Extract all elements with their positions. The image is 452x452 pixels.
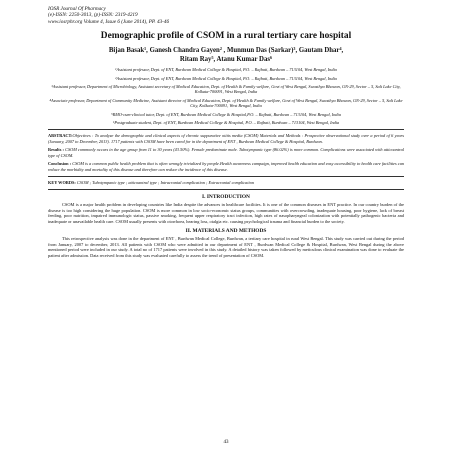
abstract-results: [48, 147, 404, 158]
keywords-label: KEY WORDS:: [48, 179, 76, 185]
affiliation-4: ⁴Associate professor, Department of Community Medicine, Assistant director of Medical Education, Dept. of Health & Family welfare, Govt of West Bengal, Swasthya Bhawan, GN-29, Sector – 5, Salt Lake City, Kolkata-700091, West Bengal, India: [49, 97, 403, 109]
journal-name: IOSR Journal Of Pharmacy: [48, 6, 106, 12]
keywords: [48, 180, 404, 185]
journal-header: [48, 6, 404, 25]
keywords-bottom-rule: [48, 189, 404, 190]
abstract-top-rule: [48, 129, 404, 130]
keywords-text: CSOM ; Tubotympanic type ; atticoantral type ; Intracranial complication ; Extracranial complication: [76, 179, 255, 185]
abstract-objectives: [48, 133, 404, 144]
author-line-1: Bijan Basak¹, Ganesh Chandra Gayen² , Munmun Das (Sarkar)³, Gautam Dhar⁴,: [108, 47, 344, 55]
affiliation-1: ¹Assistant professor, Dept. of ENT, Burdwan Medical College & Hospital, P.O. – Rajbati, Burdwan – 713104, West Bengal, India: [115, 67, 337, 73]
author-list: [48, 46, 404, 64]
section-heading-introduction: I. INTRODUCTION: [202, 194, 250, 201]
section-heading-methods: II. MATERIALS AND METHODS: [185, 228, 267, 235]
affiliations: [48, 67, 404, 125]
abstract: [48, 133, 404, 171]
affiliation-3: ³Assistant professor, Department of Microbiology, Assistant secretary of Medical Education, Dept. of Health & Family welfare, Govt of West Bengal, Swasthya Bhawan, GN-29, Sector – 5, Salt Lake City, Kolkata-700091, West Bengal, India: [51, 84, 401, 95]
keywords-rule: [48, 176, 404, 177]
journal-volume: www.iosrphr.org Volume 4, Issue 6 (June 2014), PP. 43-46: [48, 18, 170, 25]
abstract-results-text: CSOM commonly occurs in the age group from 11 to 30 years (43.50%). Female predominate male. Tubotympanic type (86.02%) is more common. Complications were associated with atticoantral type of CSOM.: [48, 147, 404, 158]
page-number: 43: [223, 440, 229, 445]
journal-issn: (e)-ISSN: 2250-3013, (p)-ISSN: 2319-4219: [48, 12, 138, 19]
author-line-2: Ritam Ray⁵, Atanu Kumar Das⁶: [179, 56, 273, 64]
abstract-conclusion-text: CSOM is a common public health problem that is often wrongly trivialized by people.Health awareness campaign, improved health education and easy accessibility to health care facilities can reduce the morbidity and mortality of this disease and therefore can reduce the incidence of this disease.: [48, 161, 405, 172]
section-text-methods: This retrospective analysis was done in the department of ENT , Burdwan Medical College, Burdwan, a tertiary care hospital in rural West Bengal. This study was carried out during the period from January, 2007 to december, 2013. All patients with CSOM who were admitted in our department of ENT , Burdwan Medical College & Hospital, Burdwan, West Bengal during the above mentioned period were included in our study. A total no of 1717 patients were involved in this study. A detailed history was taken followed by meticulous clinical examination was done to evaluate the patient after admission. Data received from this study was evaluated carefully to assess the trend of presentation of CSOM.: [48, 236, 404, 258]
affiliation-6: ⁶Postgraduate student, Dept. of ENT, Burdwan Medical College & Hospital, P.O. – Rajbati, Burdwan – 713104, West Bengal, India: [112, 120, 340, 126]
paper-title: Demographic profile of CSOM in a rural tertiary care hospital: [100, 31, 352, 42]
abstract-conclusion: [48, 161, 404, 172]
abstract-objectives-text: Objectives : To analyze the demographic and clinical aspects of chronic suppurative otitis media (CSOM) Materials and Methods : Prospective observational study over a period of 6 years (January, 2007 to December, 2013). 1717 patients with CSOM have been cared for in the department of ENT , Burdwan Medical College & Hospital, Burdwan.: [48, 133, 404, 144]
abstract-label: ABSTRACT:: [48, 133, 73, 139]
conclusion-label: Conclusion :: [48, 161, 72, 167]
affiliation-2: ²Assistant professor, Dept. of ENT, Burdwan Medical College & Hospital, P.O. – Rajbati, Burdwan – 713104, West Bengal, India: [115, 75, 337, 81]
results-label: Results :: [48, 147, 64, 153]
affiliation-5: ⁵RMO-cum-clinical tutor, Dept. of ENT, Burdwan Medical College & Hospital,P.O. – Rajbati, Burdwan – 713104, West Bengal, India: [111, 111, 341, 117]
section-text-introduction: CSOM is a major health problem in developing countries like India despite the advances in healthcare facilities. It is one of the common diseases in ENT practice. In our country burden of the disease is too high considering the huge population. CSOM is more common in low socio-economic status groups, communities with overcrowding, inadequate housing, poor hygiene, lack of breast feeding, poor nutrition, impaired immunologic status, passive smoking, frequent upper respiratory tract infection, high rates of nasopharyngeal colonization with potentially pathogenic bacteria and inadequate or unavailable health care. CSOM usually presents with otorrhoea, hearing loss, otalgia etc. causing psychological trauma and financial burden to the society.: [48, 202, 404, 224]
